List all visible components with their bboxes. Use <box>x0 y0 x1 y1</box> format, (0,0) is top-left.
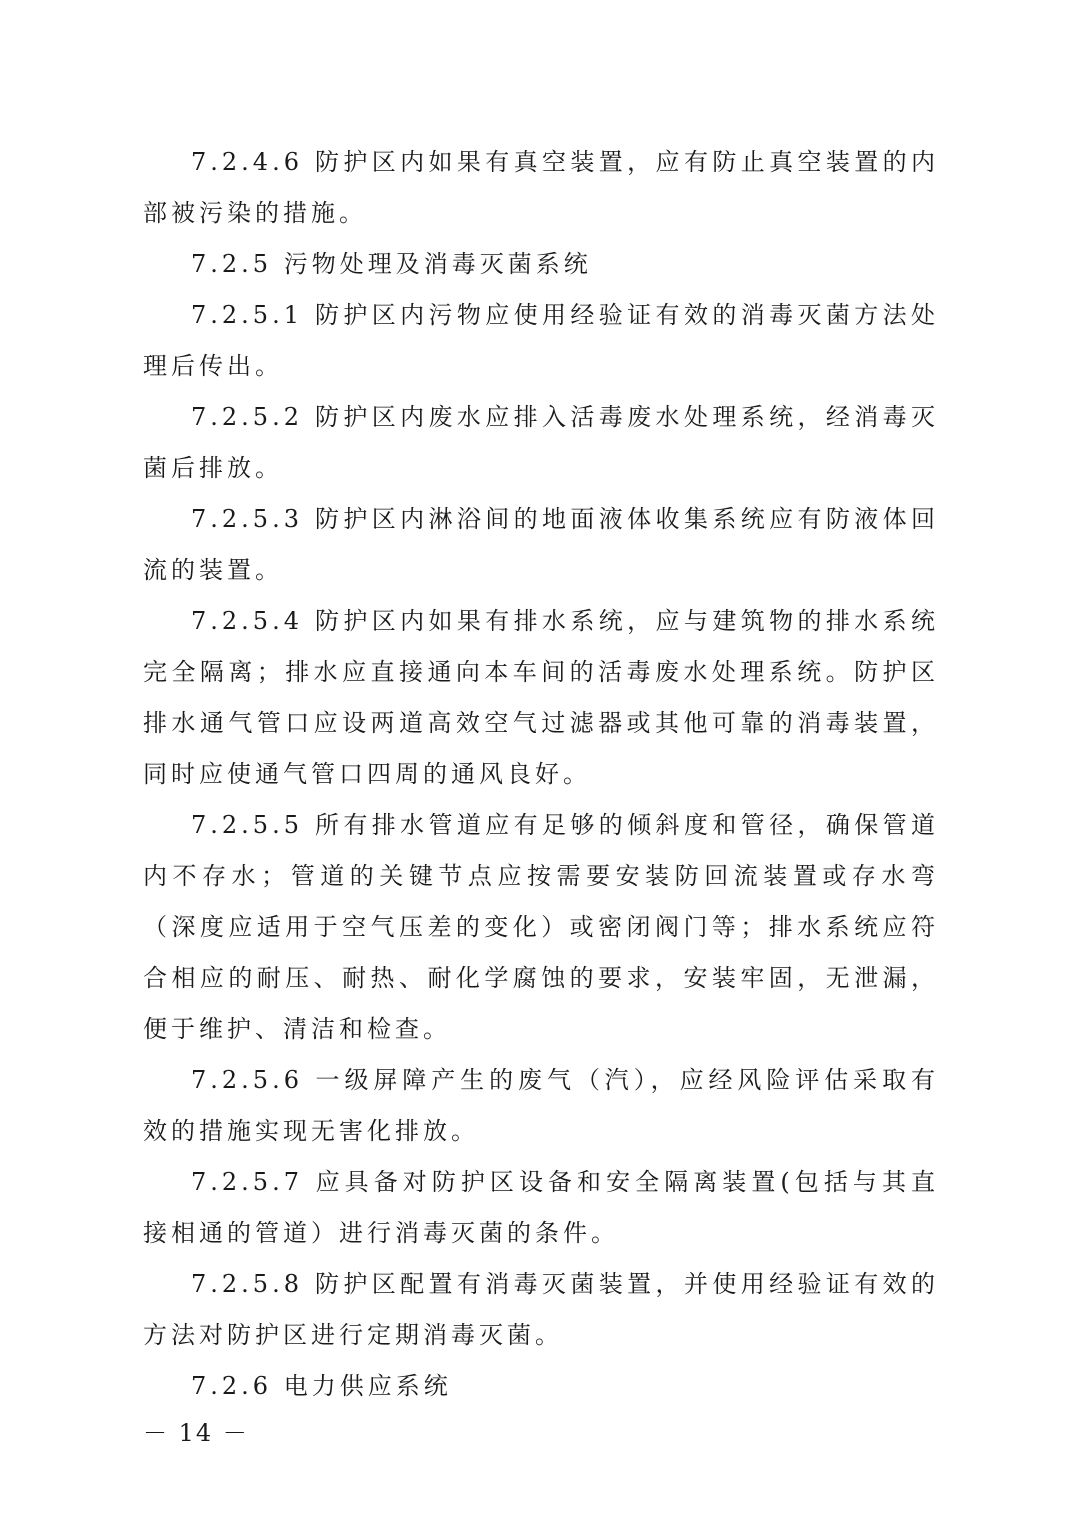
paragraph-7-2-5-2: 7.2.5.2 防护区内废水应排入活毒废水处理系统，经消毒灭菌后排放。 <box>143 403 939 482</box>
paragraph-7-2-5-5: 7.2.5.5 所有排水管道应有足够的倾斜度和管径，确保管道内不存水；管道的关键节点应按需要安装防回流装置或存水弯（深度应适用于空气压差的变化）或密闭阀门等；排水系统应符合相应的耐压、耐热、耐化学腐蚀的要求，安装牢固，无泄漏，便于维护、清洁和检查。 <box>143 811 939 1043</box>
paragraph-7-2-4-6: 7.2.4.6 防护区内如果有真空装置，应有防止真空装置的内部被污染的措施。 <box>143 148 939 227</box>
document-body <box>143 137 939 1412</box>
paragraph-7-2-5-8: 7.2.5.8 防护区配置有消毒灭菌装置，并使用经验证有效的方法对防护区进行定期消毒灭菌。 <box>143 1270 939 1349</box>
section-heading-7-2-6: 7.2.6 电力供应系统 <box>191 1372 452 1400</box>
page-number: － 14 － <box>143 1419 249 1447</box>
section-heading-7-2-5: 7.2.5 污物处理及消毒灭菌系统 <box>191 250 592 278</box>
paragraph-7-2-5-6: 7.2.5.6 一级屏障产生的废气（汽），应经风险评估采取有效的措施实现无害化排放。 <box>143 1066 939 1145</box>
paragraph-7-2-5-4: 7.2.5.4 防护区内如果有排水系统，应与建筑物的排水系统完全隔离；排水应直接通向本车间的活毒废水处理系统。防护区排水通气管口应设两道高效空气过滤器或其他可靠的消毒装置，同时应使通气管口四周的通风良好。 <box>143 607 939 788</box>
paragraph-7-2-5-1: 7.2.5.1 防护区内污物应使用经验证有效的消毒灭菌方法处理后传出。 <box>143 301 939 380</box>
paragraph-7-2-5-7: 7.2.5.7 应具备对防护区设备和安全隔离装置(包括与其直接相通的管道）进行消毒灭菌的条件。 <box>143 1168 939 1247</box>
paragraph-7-2-5-3: 7.2.5.3 防护区内淋浴间的地面液体收集系统应有防液体回流的装置。 <box>143 505 939 584</box>
